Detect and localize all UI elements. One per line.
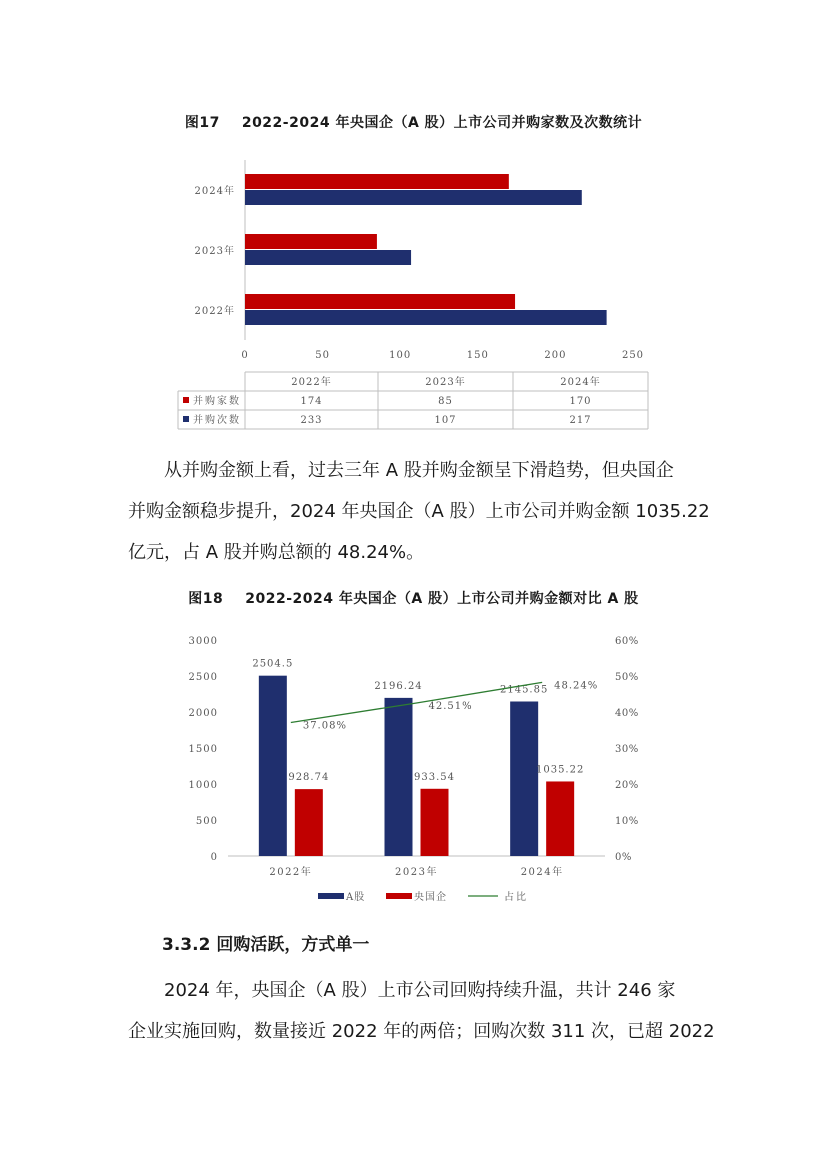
figure-18-caption: 2022-2024 年央国企（A 股）上市公司并购金额对比 A 股 <box>245 591 639 607</box>
table-header: 2023年 <box>425 377 466 388</box>
x-tick-label: 150 <box>466 350 489 361</box>
bar-a-share <box>259 676 287 856</box>
bar-a-share <box>385 698 413 856</box>
bar-soe <box>546 781 574 856</box>
table-cell: 170 <box>569 396 592 407</box>
bar-count-deals <box>245 190 582 205</box>
x-tick-label: 0 <box>241 350 249 361</box>
paragraph-merger-amount <box>128 450 710 573</box>
paragraph-line: 从并购金额上看，过去三年 A 股并购金额呈下滑趋势，但央国企 <box>164 460 674 481</box>
legend-key <box>183 416 189 422</box>
legend-label: 并购次数 <box>193 415 241 426</box>
line-data-label: 48.24% <box>554 680 599 692</box>
bar-count-companies <box>245 294 515 309</box>
figure-18-chart <box>0 620 827 915</box>
paragraph-line: 企业实施回购，数量接近 2022 年的两倍；回购次数 311 次，已超 2022 <box>128 1021 715 1042</box>
y-tick-label: 1000 <box>188 780 218 791</box>
y-tick-label: 500 <box>195 816 218 827</box>
legend-key <box>183 397 189 403</box>
x-tick-label: 100 <box>389 350 412 361</box>
bar-soe <box>295 789 323 856</box>
data-label: 1035.22 <box>535 764 585 776</box>
table-cell: 233 <box>300 415 323 426</box>
y2-tick-label: 30% <box>615 744 639 755</box>
y2-tick-label: 60% <box>615 636 639 647</box>
y2-tick-label: 10% <box>615 816 639 827</box>
legend-key <box>386 893 412 899</box>
paragraph-buyback <box>128 970 715 1052</box>
line-data-label: 42.51% <box>428 700 473 712</box>
data-label: 2145.85 <box>499 684 549 696</box>
figure-17-chart <box>0 150 827 440</box>
y2-tick-label: 40% <box>615 708 639 719</box>
category-label: 2023年 <box>194 246 235 257</box>
x-tick-label: 50 <box>315 350 330 361</box>
category-label: 2024年 <box>194 186 235 197</box>
bar-count-companies <box>245 174 509 189</box>
table-cell: 107 <box>434 415 457 426</box>
y2-tick-label: 0% <box>615 852 632 863</box>
section-heading: 3.3.2 回购活跃，方式单一 <box>162 935 370 955</box>
legend-key <box>318 893 344 899</box>
category-label: 2022年 <box>194 306 235 317</box>
legend-label: 并购家数 <box>193 396 241 407</box>
legend-label: 占比 <box>504 892 528 903</box>
y2-tick-label: 50% <box>615 672 639 683</box>
category-label: 2024年 <box>520 867 564 878</box>
paragraph-line: 亿元，占 A 股并购总额的 48.24%。 <box>128 542 425 563</box>
figure-18-title <box>0 588 827 608</box>
table-cell: 85 <box>438 396 453 407</box>
legend-label: 央国企 <box>414 892 447 903</box>
bar-soe <box>421 789 449 856</box>
figure-17-number: 图17 <box>184 115 220 131</box>
figure-17-title <box>0 112 827 132</box>
category-label: 2023年 <box>395 867 438 878</box>
table-cell: 174 <box>300 396 323 407</box>
paragraph-line: 2024 年，央国企（A 股）上市公司回购持续升温，共计 246 家 <box>164 980 676 1001</box>
legend-label: A股 <box>346 892 366 903</box>
y-tick-label: 2000 <box>188 708 218 719</box>
table-cell: 217 <box>569 415 592 426</box>
x-tick-label: 200 <box>544 350 567 361</box>
table-header: 2024年 <box>560 377 601 388</box>
data-label: 933.54 <box>414 771 455 783</box>
figure-18-number: 图18 <box>188 591 224 607</box>
data-label: 2504.5 <box>252 658 294 670</box>
data-label: 928.74 <box>288 772 330 784</box>
y-tick-label: 3000 <box>188 636 218 647</box>
data-label: 2196.24 <box>374 680 423 692</box>
y-tick-label: 2500 <box>188 672 218 683</box>
y-tick-label: 1500 <box>188 744 218 755</box>
bar-count-companies <box>245 234 377 249</box>
bar-a-share <box>510 701 538 856</box>
table-header: 2022年 <box>291 377 332 388</box>
line-data-label: 37.08% <box>302 720 347 732</box>
figure-17-caption: 2022-2024 年央国企（A 股）上市公司并购家数及次数统计 <box>241 115 643 131</box>
paragraph-line: 并购金额稳步提升，2024 年央国企（A 股）上市公司并购金额 1035.22 <box>128 501 710 522</box>
category-label: 2022年 <box>269 867 313 878</box>
bar-count-deals <box>245 250 411 265</box>
y2-tick-label: 20% <box>615 780 639 791</box>
x-tick-label: 250 <box>621 350 645 361</box>
y-tick-label: 0 <box>210 852 218 863</box>
bar-count-deals <box>245 310 607 325</box>
